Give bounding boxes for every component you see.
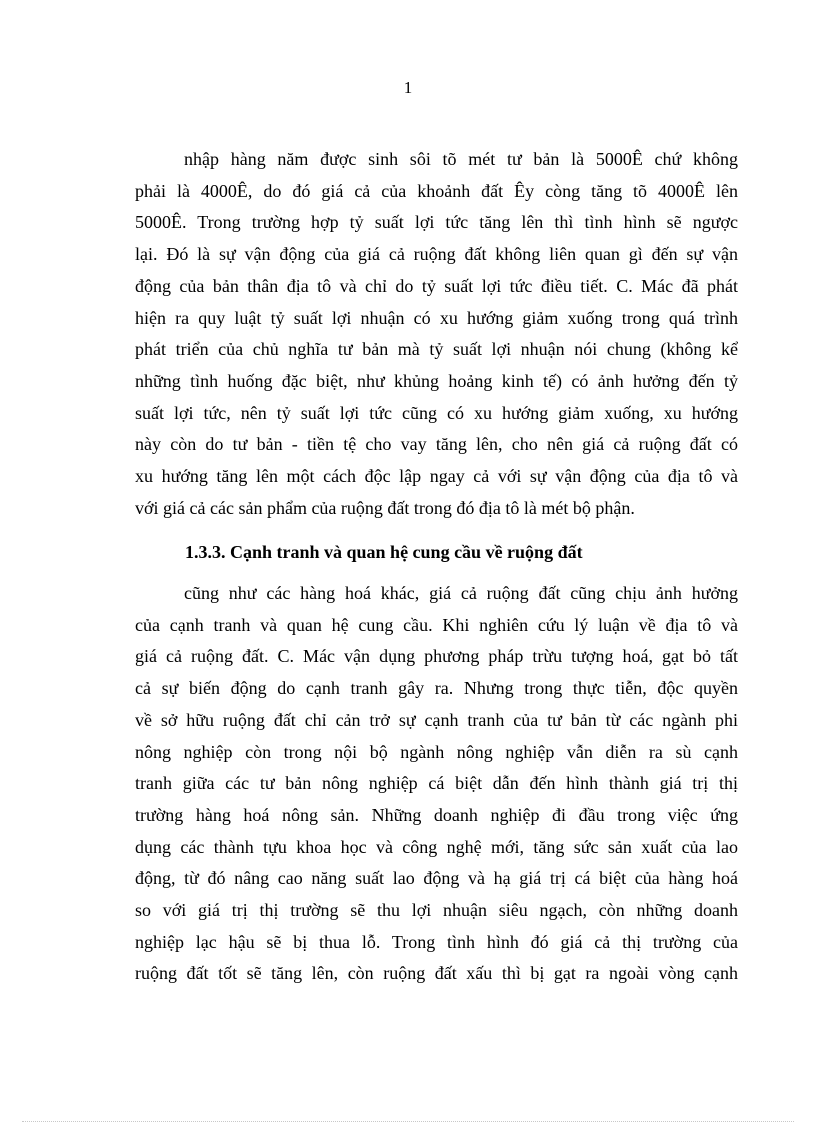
section-heading: 1.3.3. Cạnh tranh và quan hệ cung cầu về ruộng đất	[185, 542, 583, 562]
paragraph-line: nông nghiệp còn trong nội bộ ngành nông nghiệp vẫn diễn ra sù cạnh	[135, 741, 738, 762]
paragraph-line: động, từ đó nâng cao năng suất lao động và hạ giá trị cá biệt của hàng hoá	[135, 868, 738, 889]
paragraph-line: cũng như các hàng hoá khác, giá cả ruộng đất cũng chịu ảnh hưởng	[184, 583, 738, 603]
paragraph-line: của cạnh tranh và quan hệ cung cầu. Khi nghiên cứu lý luận về địa tô và	[135, 614, 738, 635]
paragraph-line: với giá cả các sản phẩm của ruộng đất trong đó địa tô là mét bộ phận.	[135, 497, 635, 518]
paragraph-line: xu hướng tăng lên một cách độc lập ngay cả với sự vận động của địa tô và	[135, 466, 738, 487]
paragraph-line: nhập hàng năm được sinh sôi tõ mét tư bản là 5000Ê chứ không	[184, 149, 738, 169]
paragraph-line: về sở hữu ruộng đất chỉ cản trở sự cạnh tranh của tư bản từ các ngành phi	[135, 709, 738, 730]
paragraph-line: phải là 4000Ê, do đó giá cả của khoảnh đất Êy còng tăng tõ 4000Ê lên	[135, 180, 738, 201]
paragraph-competition	[135, 578, 738, 990]
paragraph-line: lại. Đó là sự vận động của giá cả ruộng đất không liên quan gì đến sự vận	[135, 244, 738, 265]
paragraph-line: dụng các thành tựu khoa học và công nghệ mới, tăng sức sản xuất của lao	[135, 836, 738, 857]
paragraph-line: giá cả ruộng đất. C. Mác vận dụng phương pháp trừu tượng hoá, gạt bỏ tất	[135, 646, 738, 667]
paragraph-line: trường hàng hoá nông sản. Những doanh nghiệp đi đầu trong việc ứng	[135, 804, 738, 825]
paragraph-line: hiện ra quy luật tỷ suất lợi nhuận có xu hướng giảm xuống trong quá trình	[135, 307, 738, 328]
page-bottom-rule	[22, 1121, 794, 1122]
paragraph-line: phát triển của chủ nghĩa tư bản mà tỷ suất lợi nhuận nói chung (không kể	[135, 339, 738, 360]
paragraph-line: 5000Ê. Trong trường hợp tỷ suất lợi tức tăng lên thì tình hình sẽ ngược	[135, 212, 738, 233]
paragraph-line: tranh giữa các tư bản nông nghiệp cá biệt dẫn đến hình thành giá trị thị	[135, 773, 738, 794]
paragraph-line: suất lợi tức, nên tỷ suất lợi tức cũng có xu hướng giảm xuống, xu hướng	[135, 402, 738, 423]
paragraph-line: cả sự biến động do cạnh tranh gây ra. Nhưng trong thực tiễn, độc quyền	[135, 678, 738, 699]
paragraph-price-of-land	[135, 144, 738, 524]
paragraph-line: những tình huống đặc biệt, như khủng hoảng kinh tế) có ảnh hưởng đến tỷ	[135, 370, 738, 391]
page-number: 1	[403, 78, 413, 97]
paragraph-line: nghiệp lạc hậu sẽ bị thua lỗ. Trong tình hình đó giá cả thị trường của	[135, 931, 738, 952]
paragraph-line: động của bản thân địa tô và chỉ do tỷ suất lợi tức điều tiết. C. Mác đã phát	[135, 275, 738, 296]
paragraph-line: so với giá trị thị trường sẽ thu lợi nhuận siêu ngạch, còn những doanh	[135, 900, 738, 921]
paragraph-line: ruộng đất tốt sẽ tăng lên, còn ruộng đất xấu thì bị gạt ra ngoài vòng cạnh	[135, 963, 738, 984]
paragraph-line: này còn do tư bản - tiền tệ cho vay tăng lên, cho nên giá cả ruộng đất có	[135, 434, 738, 455]
